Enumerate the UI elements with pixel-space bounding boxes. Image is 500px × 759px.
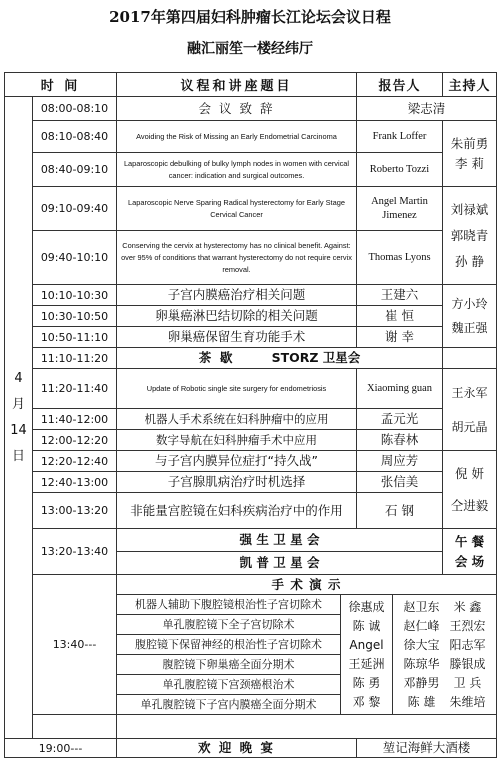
demo-surgery: 腹腔镜下卵巢癌全面分期术 [117, 655, 341, 675]
host-name: 仝进毅 [450, 497, 489, 513]
surgeon-name: 阳志军 [449, 637, 486, 652]
topic-cell: Update of Robotic single site surgery for endometriosis [117, 369, 357, 409]
tea-break-cell: 茶 歇 STORZ 卫星会 [117, 348, 443, 369]
speaker-cell: 堃记海鲜大酒楼 [382, 740, 471, 755]
speaker-cell: Frank Loffer [357, 121, 443, 153]
demo-header: 手 术 演 示 [117, 575, 496, 595]
time-cell: 10:10-10:30 [33, 285, 117, 306]
header-time: 时 间 [5, 73, 117, 97]
host-name: 李 莉 [455, 155, 484, 171]
host-cell [443, 187, 496, 285]
satellite-meeting-cell: 凯 普 卫 星 会 [117, 552, 443, 575]
surgeon-name: 陈 诚 [352, 618, 381, 633]
row-empty [117, 715, 496, 739]
host-cell [443, 285, 496, 348]
host-name: 胡元晶 [451, 419, 488, 434]
surgeon-name: 陈 雄 [407, 694, 436, 709]
topic-cell: 与子宫内膜异位症打“持久战” [117, 451, 357, 472]
topic-cell: Conserving the cervix at hysterectomy has no clinical benefit. Against: over 95% of conditions that warrant hysterectomy do not require cervix removal. [117, 231, 357, 285]
time-cell: 09:40-10:10 [33, 231, 117, 285]
topic-cell: 数字导航在妇科肿瘤手术中应用 [117, 430, 357, 451]
time-cell: 12:20-12:40 [33, 451, 117, 472]
host-name: 刘禄斌 [450, 201, 489, 217]
surgeon-name: 陈琼华 [403, 656, 440, 671]
speaker-cell: 陈春林 [357, 430, 443, 451]
speaker-cell: Angel Martin Jimenez [357, 187, 443, 231]
topic-cell: 卵巢癌保留生育功能手术 [117, 327, 357, 348]
demo-surgery: 单孔腹腔镜下子宫内膜癌全面分期术 [117, 695, 341, 715]
surgeon-name: 邓 黎 [352, 694, 381, 709]
topic-cell: Laparoscopic Nerve Sparing Radical hysterectomy for Early Stage Cervical Cancer [117, 187, 357, 231]
time-cell: 12:40-13:00 [33, 472, 117, 493]
speaker-cell: 谢 幸 [357, 327, 443, 348]
time-cell: 09:10-09:40 [33, 187, 117, 231]
lunch-venue-cell [443, 529, 496, 575]
topic-cell: 机器人手术系统在妇科肿瘤中的应用 [117, 409, 357, 430]
venue-subtitle: 融汇丽笙一楼经纬厅 [187, 41, 313, 57]
header-speaker: 报告人 [357, 73, 443, 97]
page-title: 2017年第四届妇科肿瘤长江论坛会议日程 [109, 8, 391, 26]
host-name: 王永军 [451, 385, 488, 400]
surgeon-name: 赵仁峰 [403, 618, 440, 633]
speaker-cell: Roberto Tozzi [357, 153, 443, 187]
surgeon-name: 朱维培 [449, 694, 486, 709]
surgeon-name: 卫 兵 [453, 675, 482, 690]
schedule-table [4, 72, 497, 758]
header-topic: 议程和讲座题目 [117, 73, 357, 97]
host-cell [443, 451, 496, 529]
speaker-cell: 王建六 [357, 285, 443, 306]
surgeon-name: 王延洲 [348, 656, 385, 671]
host-name: 倪 妍 [455, 465, 484, 481]
surgeon-name: 徐大宝 [403, 637, 440, 652]
time-cell: 11:10-11:20 [33, 348, 117, 369]
demo-surgery: 单孔腹腔镜下宫颈癌根治术 [117, 675, 341, 695]
lunch-label: 会 场 [454, 553, 485, 569]
topic-cell: 子宫内膜癌治疗相关问题 [117, 285, 357, 306]
surgeon-name: 米 鑫 [453, 599, 482, 614]
surgeon-name: 邓静男 [403, 675, 440, 690]
date-part: 日 [11, 448, 25, 464]
speaker-cell: 周应芳 [357, 451, 443, 472]
time-cell: 11:20-11:40 [33, 369, 117, 409]
surgeon-name: 滕银成 [449, 656, 486, 671]
topic-cell: 卵巢癌淋巴结切除的相关问题 [117, 306, 357, 327]
time-cell: 11:40-12:00 [33, 409, 117, 430]
speaker-cell: 石 钢 [357, 493, 443, 529]
topic-cell: 欢 迎 晚 宴 [117, 739, 357, 757]
surgeon-name: 徐惠成 [348, 599, 385, 614]
topic-cell: 会 议 致 辞 [117, 97, 357, 121]
time-cell: 13:00-13:20 [33, 493, 117, 529]
host-name: 孙 静 [455, 253, 484, 269]
demo-surgeons-b [393, 595, 496, 715]
topic-cell: 子宫腺肌病治疗时机选择 [117, 472, 357, 493]
time-cell-empty [33, 715, 117, 739]
speaker-cell: 孟元光 [357, 409, 443, 430]
topic-cell: 非能量宫腔镜在妇科疾病治疗中的作用 [117, 493, 357, 529]
time-cell: 08:00-08:10 [33, 97, 117, 121]
host-cell-empty [443, 348, 496, 369]
speaker-cell: 崔 恒 [357, 306, 443, 327]
surgeon-name: Angel [349, 637, 384, 652]
date-part: 月 [11, 396, 25, 412]
time-cell: 10:50-11:10 [33, 327, 117, 348]
satellite-meeting-cell: 强 生 卫 星 会 [117, 529, 443, 552]
time-cell: 13:40--- [33, 575, 117, 715]
host-name: 方小玲 [451, 297, 488, 311]
time-cell: 12:00-12:20 [33, 430, 117, 451]
time-cell: 19:00--- [5, 739, 117, 757]
surgeon-name: 赵卫东 [403, 599, 440, 614]
time-cell: 10:30-10:50 [33, 306, 117, 327]
date-part: 4 [14, 370, 23, 386]
topic-cell: Avoiding the Risk of Missing an Early Endometrial Carcinoma [117, 121, 357, 153]
time-cell: 08:10-08:40 [33, 121, 117, 153]
demo-surgery: 单孔腹腔镜下全子宫切除术 [117, 615, 341, 635]
time-cell: 08:40-09:10 [33, 153, 117, 187]
host-cell [443, 121, 496, 187]
speaker-cell: Thomas Lyons [357, 231, 443, 285]
speaker-cell: 张信美 [357, 472, 443, 493]
surgeon-name: 王烈宏 [449, 618, 486, 633]
speaker-cell: 梁志清 [357, 97, 496, 121]
demo-surgery: 腹腔镜下保留神经的根治性子宫切除术 [117, 635, 341, 655]
surgeon-name: 陈 勇 [352, 675, 381, 690]
time-cell: 13:20-13:40 [33, 529, 117, 575]
speaker-cell: Xiaoming guan [357, 369, 443, 409]
host-name: 朱前勇 [450, 135, 489, 151]
host-cell [443, 369, 496, 451]
lunch-label: 午 餐 [454, 533, 485, 549]
date-part: 14 [10, 422, 27, 438]
header-host: 主持人 [443, 73, 496, 97]
host-name: 郭晓青 [450, 227, 489, 243]
demo-surgery: 机器人辅助下腹腔镜根治性子宫切除术 [117, 595, 341, 615]
host-name: 魏正强 [451, 321, 488, 335]
date-cell [5, 97, 33, 739]
topic-cell: Laparoscopic debulking of bulky lymph nodes in women with cervical cancer: indication and surgical outcomes. [117, 153, 357, 187]
demo-surgeons-a [341, 595, 393, 715]
